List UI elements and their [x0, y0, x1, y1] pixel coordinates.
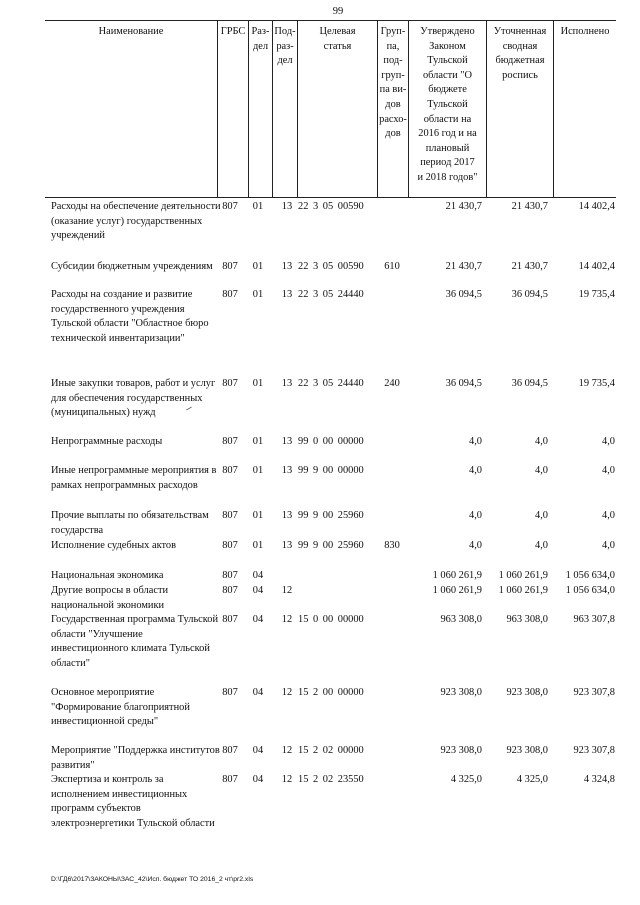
row-executed: 4,0: [602, 436, 615, 447]
row-podrazdel: 12: [281, 614, 293, 625]
row-grbs: 807: [222, 436, 238, 447]
row-approved: 21 430,7: [445, 261, 482, 272]
row-approved: 963 308,0: [440, 614, 482, 625]
row-razdel: 01: [252, 289, 264, 300]
row-vr: 830: [384, 540, 400, 551]
row-razdel: 04: [252, 570, 264, 581]
row-name: Прочие выплаты по обязательствам государства: [51, 510, 209, 536]
row-name: Субсидии бюджетным учреждениям: [51, 261, 213, 272]
header-grbs: ГРБС: [217, 21, 248, 197]
row-podrazdel: 12: [281, 774, 293, 785]
row-name: Другие вопросы в области национальной экономики: [51, 585, 169, 611]
row-target: 99 9 00 00000: [298, 465, 364, 476]
row-revised: 1 060 261,9: [498, 585, 548, 596]
header-executed: Исполнено: [553, 21, 616, 197]
row-executed: 4,0: [602, 510, 615, 521]
row-approved: 923 308,0: [440, 687, 482, 698]
row-approved: 923 308,0: [440, 745, 482, 756]
row-target: 15 2 02 23550: [298, 774, 364, 785]
row-grbs: 807: [222, 378, 238, 389]
table-header: [45, 20, 616, 198]
row-grbs: 807: [222, 261, 238, 272]
row-revised: 4,0: [535, 436, 548, 447]
row-name: Основное мероприятие "Формирование благоприятной инвестиционной среды": [51, 687, 190, 728]
row-executed: 4 324,8: [583, 774, 615, 785]
row-name: Мероприятие "Поддержка институтов развития": [51, 745, 220, 771]
row-target: 22 3 05 00590: [298, 201, 364, 212]
row-approved: 4,0: [469, 540, 482, 551]
header-target: Целевая статья: [297, 21, 377, 197]
row-grbs: 807: [222, 465, 238, 476]
row-name: Экспертиза и контроль за исполнением инвестиционных программ субъектов электроэнергетики Тульской области: [51, 774, 215, 829]
row-executed: 19 735,4: [578, 289, 615, 300]
row-approved: 21 430,7: [445, 201, 482, 212]
row-revised: 4,0: [535, 465, 548, 476]
row-razdel: 01: [252, 261, 264, 272]
row-podrazdel: 13: [281, 261, 293, 272]
row-razdel: 01: [252, 540, 264, 551]
row-razdel: 04: [252, 774, 264, 785]
row-executed: 923 307,8: [573, 745, 615, 756]
row-revised: 923 308,0: [506, 687, 548, 698]
row-name: Расходы на создание и развитие государственного учреждения Тульской области "Областное бюро технической инвентаризации": [51, 289, 209, 344]
header-revised: Уточненная сводная бюджетная роспись: [486, 21, 553, 197]
row-revised: 923 308,0: [506, 745, 548, 756]
row-approved: 4,0: [469, 510, 482, 521]
row-executed: 14 402,4: [578, 261, 615, 272]
row-executed: 19 735,4: [578, 378, 615, 389]
row-name: Расходы на обеспечение деятельности (оказание услуг) государственных учреждений: [51, 201, 221, 242]
row-razdel: 04: [252, 687, 264, 698]
row-podrazdel: 12: [281, 585, 293, 596]
row-razdel: 04: [252, 745, 264, 756]
row-approved: 4 325,0: [450, 774, 482, 785]
row-revised: 21 430,7: [511, 261, 548, 272]
row-executed: 4,0: [602, 540, 615, 551]
row-approved: 36 094,5: [445, 289, 482, 300]
row-vr: 240: [384, 378, 400, 389]
row-target: 15 0 00 00000: [298, 614, 364, 625]
row-revised: 21 430,7: [511, 201, 548, 212]
row-approved: 36 094,5: [445, 378, 482, 389]
row-podrazdel: 13: [281, 540, 293, 551]
row-grbs: 807: [222, 570, 238, 581]
row-target: 15 2 02 00000: [298, 745, 364, 756]
row-target: 99 0 00 00000: [298, 436, 364, 447]
header-vr: Груп- па, под- груп- па ви- дов расхо- дов: [377, 21, 408, 197]
row-revised: 4,0: [535, 510, 548, 521]
row-razdel: 01: [252, 465, 264, 476]
row-razdel: 01: [252, 436, 264, 447]
row-executed: 1 056 634,0: [565, 570, 615, 581]
row-podrazdel: 13: [281, 436, 293, 447]
row-target: 22 3 05 24440: [298, 378, 364, 389]
row-revised: 963 308,0: [506, 614, 548, 625]
row-name: Государственная программа Тульской области "Улучшение инвестиционного климата Тульской области": [51, 614, 219, 669]
row-razdel: 01: [252, 378, 264, 389]
row-name: Национальная экономика: [51, 570, 164, 581]
row-name: Исполнение судебных актов: [51, 540, 176, 551]
row-executed: 923 307,8: [573, 687, 615, 698]
row-approved: 1 060 261,9: [432, 585, 482, 596]
row-podrazdel: 12: [281, 745, 293, 756]
row-podrazdel: 12: [281, 687, 293, 698]
row-target: 22 3 05 24440: [298, 289, 364, 300]
row-revised: 4,0: [535, 540, 548, 551]
row-approved: 4,0: [469, 465, 482, 476]
row-name: Иные непрограммные мероприятия в рамках непрограммных расходов: [51, 465, 217, 491]
row-target: 99 9 00 25960: [298, 510, 364, 521]
header-name: Наименование: [98, 26, 164, 37]
header-approved: Утверждено Законом Тульской области "О бюджете Тульской области на 2016 год и на плановый период 2017 и 2018 годов": [408, 21, 486, 197]
header-razdel: Раз- дел: [248, 21, 272, 197]
row-grbs: 807: [222, 201, 238, 212]
page-number: 99: [332, 6, 344, 17]
row-grbs: 807: [222, 614, 238, 625]
row-grbs: 807: [222, 289, 238, 300]
row-target: 15 2 00 00000: [298, 687, 364, 698]
header-podrazdel: Под- раз- дел: [272, 21, 297, 197]
row-grbs: 807: [222, 510, 238, 521]
row-razdel: 04: [252, 614, 264, 625]
row-grbs: 807: [222, 585, 238, 596]
file-path-footer: D:\ГД6\2017\ЗАКОНЫ\ЗАС_42\Исп. бюджет ТО 2016_2 чт\pr2.xls: [51, 876, 254, 883]
row-podrazdel: 13: [281, 201, 293, 212]
row-revised: 4 325,0: [516, 774, 548, 785]
row-razdel: 01: [252, 201, 264, 212]
row-grbs: 807: [222, 540, 238, 551]
row-podrazdel: 13: [281, 510, 293, 521]
row-razdel: 01: [252, 510, 264, 521]
row-podrazdel: 13: [281, 378, 293, 389]
row-name: Непрограммные расходы: [51, 436, 163, 447]
row-grbs: 807: [222, 774, 238, 785]
row-podrazdel: 13: [281, 289, 293, 300]
row-target: 99 9 00 25960: [298, 540, 364, 551]
row-executed: 1 056 634,0: [565, 585, 615, 596]
row-approved: 1 060 261,9: [432, 570, 482, 581]
row-revised: 36 094,5: [511, 378, 548, 389]
row-revised: 36 094,5: [511, 289, 548, 300]
row-revised: 1 060 261,9: [498, 570, 548, 581]
row-grbs: 807: [222, 687, 238, 698]
row-target: 22 3 05 00590: [298, 261, 364, 272]
row-vr: 610: [384, 261, 400, 272]
row-name: Иные закупки товаров, работ и услуг для обеспечения государственных (муниципальных) нужд: [51, 378, 216, 419]
row-executed: 4,0: [602, 465, 615, 476]
row-executed: 14 402,4: [578, 201, 615, 212]
row-approved: 4,0: [469, 436, 482, 447]
row-grbs: 807: [222, 745, 238, 756]
row-podrazdel: 13: [281, 465, 293, 476]
row-razdel: 04: [252, 585, 264, 596]
row-executed: 963 307,8: [573, 614, 615, 625]
